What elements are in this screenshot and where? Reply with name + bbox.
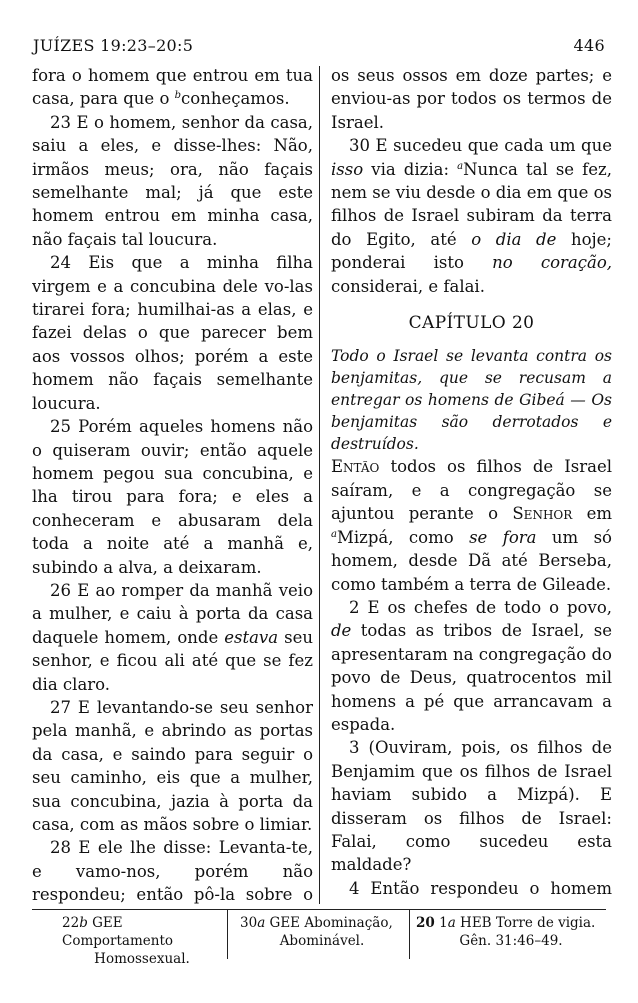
chapter-heading: CAPÍTULO 20	[408, 313, 535, 334]
footnote-marker-1a[interactable]: a	[331, 528, 337, 540]
footnote-separator	[409, 909, 410, 959]
page-number: 446	[573, 36, 605, 55]
verse-30: 30 E sucedeu que cada um que isso via dizia: $^a$Nunca tal se fez, nem se viu desde o dia em que os filhos de Israel subiram da terra do Egito, até o dia de hoje; ponderai isto no coração, considerai, e falai.	[331, 136, 612, 296]
verse-3: 3 (Ouviram, pois, os filhos de Benjamim que os filhos de Israel haviam subido a Mizpá). E disseram os filhos de Israel: Falai, como sucedeu esta maldade?	[331, 738, 612, 875]
verse-28: 28 E ele lhe disse: Levanta-te, e vamo-nos, porém não respondeu; então pô-la sobre o	[32, 838, 313, 904]
verse-26: 26 E ao romper da manhã veio a mulher, e caiu à porta da casa daquele homem, onde estava seu senhor, e ficou ali até que se fez dia claro.	[32, 580, 313, 694]
verse-22-continuation: fora o homem que entrou em tua casa, para que o $^b$conheçamos.	[32, 66, 313, 109]
footnote-30a[interactable]: 30a GEE Abominação, Abominável.	[240, 915, 393, 949]
footnote-22b[interactable]: 22b GEE Comportamento Homossexual.	[62, 915, 190, 967]
verse-24: 24 Eis que a minha filha virgem e a concubina dele vo-las tirarei fora; humilhai-as a elas, e fazei delas o que parecer bem aos vossos olhos; porém a este homem não façais semelhante loucura.	[32, 253, 313, 413]
right-column	[331, 64, 612, 904]
verse-29-continuation: os seus ossos em doze partes; e enviou-as por todos os termos de Israel.	[331, 66, 612, 132]
verse-23: 23 E o homem, senhor da casa, saiu a eles, e disse-lhes: Não, irmãos meus; ora, não façais semelhante mal; já que este homem entrou em minha casa, não façais tal loucura.	[32, 112, 313, 249]
verse-4: 4 Então respondeu o homem	[349, 878, 612, 898]
footnote-rule	[32, 909, 606, 910]
left-column	[32, 64, 313, 904]
page-header	[33, 36, 605, 58]
column-divider	[319, 66, 320, 904]
chapter-summary: Todo o Israel se levanta contra os benjamitas, que se recusam a entregar os homens de Gibeá — Os benjamitas são derrotados e destruídos.	[331, 347, 612, 454]
verse-1: Então todos os filhos de Israel saíram, e a congregação se ajuntou perante o Senhor em $^a$Mizpá, como se fora um só homem, desde Dã até Berseba, como também a terra de Gileade.	[331, 457, 612, 594]
footnote-20-1a[interactable]: 20 1a HEB Torre de vigia. Gên. 31:46–49.	[416, 915, 596, 949]
running-title: JUÍZES 19:23–20:5	[33, 36, 194, 55]
verse-27: 27 E levantando-se seu senhor pela manhã, e abrindo as portas da casa, e saindo para seguir o seu caminho, eis que a mulher, sua concubina, jazia à porta da casa, com as mãos sobre o limiar.	[32, 697, 313, 834]
verse-1-lead-word: Então	[331, 457, 380, 477]
footnote-marker-22b[interactable]: b	[174, 90, 182, 102]
footnote-marker-30a[interactable]: a	[457, 160, 464, 172]
verse-2: 2 E os chefes de todo o povo, de todas as tribos de Israel, se apresentaram na congregação do povo de Deus, quatrocentos mil homens a pé que arrancavam a espada.	[331, 597, 612, 734]
verse-25: 25 Porém aqueles homens não o quiseram ouvir; então aquele homem pegou sua concubina, e lha tirou para fora; e eles a conheceram e abusaram dela toda a noite até a manhã e, subindo a alva, a deixaram.	[32, 417, 313, 577]
footnote-separator	[227, 909, 228, 959]
